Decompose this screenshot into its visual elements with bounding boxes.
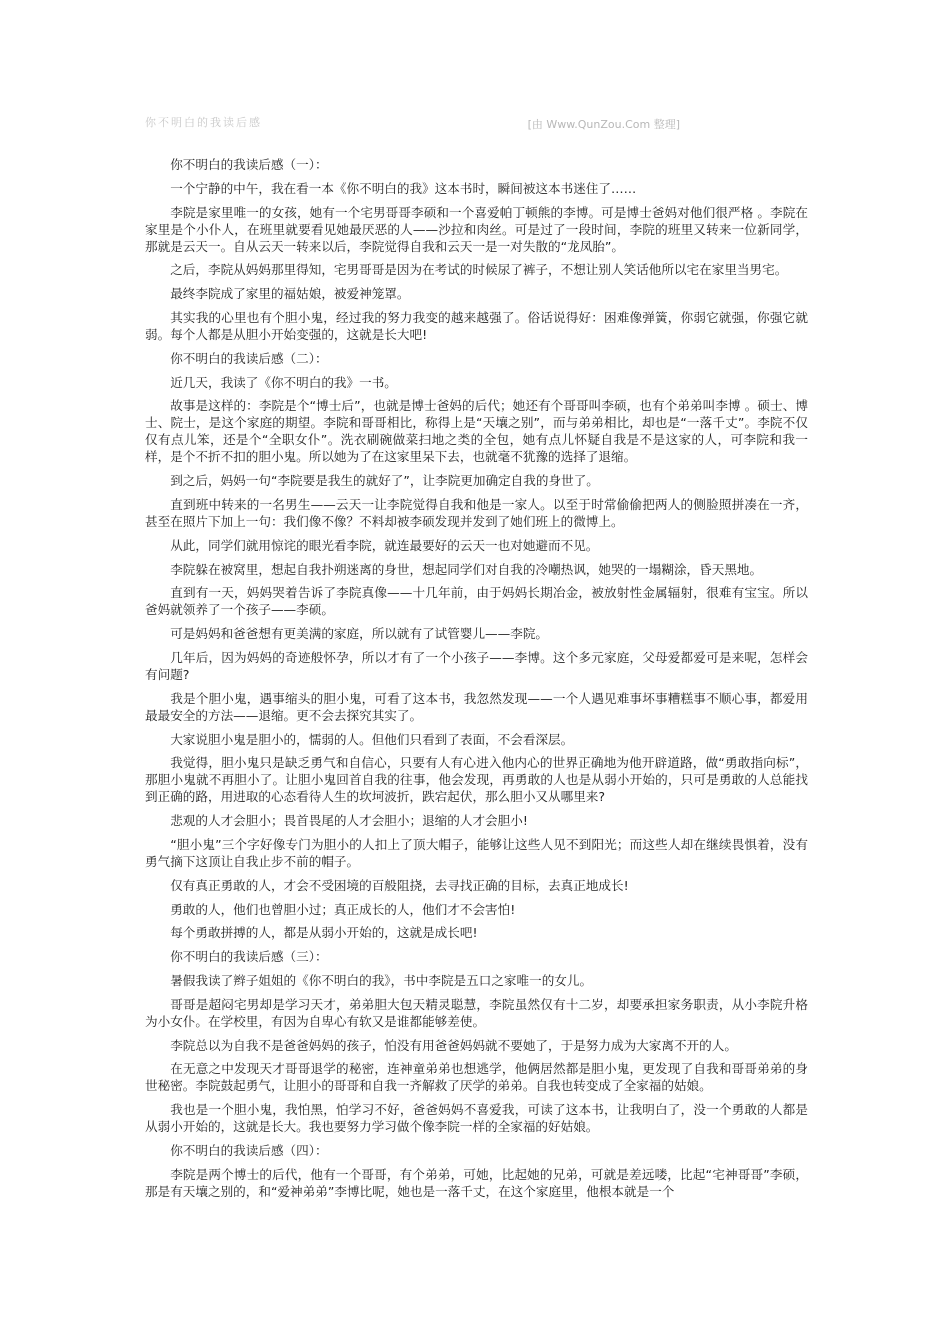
paragraph: “胆小鬼”三个字好像专门为胆小的人扣上了顶大帽子，能够让这些人见不到阳光；而这些人却在继续畏惧着，没有勇气摘下这顶让自我止步不前的帽子。 (145, 836, 808, 869)
section-heading: 你不明白的我读后感（一）： (170, 157, 328, 172)
paragraph: 大家说胆小鬼是胆小的，懦弱的人。但他们只看到了表面，不会看深层。 (170, 731, 574, 747)
section-heading: 你不明白的我读后感（二）： (170, 350, 328, 366)
paragraph: 仅有真正勇敢的人，才会不受困境的百般阻挠，去寻找正确的目标，去真正地成长! (170, 877, 629, 893)
section-heading: 你不明白的我读后感（四）： (170, 1142, 328, 1158)
paragraph: 从此，同学们就用惊诧的眼光看李院，就连最要好的云天一也对她避而不见。 (170, 537, 599, 553)
paragraph: 几年后，因为妈妈的奇迹般怀孕，所以才有了一个小孩子——李博。这个多元家庭，父母爱都爱可是来呢，怎样会有问题? (145, 649, 808, 682)
paragraph: 可是妈妈和爸爸想有更美满的家庭，所以就有了试管婴儿——李院。 (170, 626, 548, 642)
paragraph: 近几天，我读了《你不明白的我》一书。 (170, 374, 397, 390)
page-header (145, 112, 680, 130)
faint-header-title: 你不明白的我读后感 (145, 116, 262, 129)
paragraph: 直到有一天，妈妈哭着告诉了李院真像——十几年前，由于妈妈长期冶金，被放射性金属辐射，很难有宝宝。所以爸妈就领养了一个孩子——李硕。 (145, 585, 808, 618)
paragraph: 一个宁静的中午，我在看一本《你不明白的我》这本书时，瞬间被这本书迷住了…… (170, 180, 637, 196)
paragraph: 暑假我读了辫子姐姐的《你不明白的我》，书中李院是五口之家唯一的女儿。 (170, 972, 593, 988)
paragraph: 其实我的心里也有个胆小鬼，经过我的努力我变的越来越强了。俗话说得好：困难像弹簧，你弱它就强，你强它就弱。每个人都是从胆小开始变强的，这就是长大吧! (145, 309, 808, 342)
paragraph: 我觉得，胆小鬼只是缺乏勇气和自信心，只要有人有心进入他内心的世界正确地为他开辟道路，做“勇敢指向标”，那胆小鬼就不再胆小了。让胆小鬼回首自我的往事，他会发现，再勇敢的人也是从弱小开始的，只可是勇敢的人总能找到正确的路，用进取的心态看待人生的坎坷波折，跌宕起伏，那么胆小又从哪里来? (145, 755, 808, 805)
paragraph: 每个勇敢拼搏的人，都是从弱小开始的，这就是成长吧! (170, 925, 478, 941)
paragraph: 故事是这样的：李院是个“博士后”，也就是博士爸妈的后代；她还有个哥哥叫李硕，也有个弟弟叫李博 。硕士、博士、院士，是这个家庭的期望。李院和哥哥相比，称得上是“天壤之别”，而与弟弟相比，却也是“一落千丈”。李院不仅仅有点儿笨，还是个“全职女仆”。洗衣刷碗做菜扫地之类的全包，她有点儿怀疑自我是不是这家的人，可李院和我一样，是个不折不扣的胆小鬼。所以她为了在这家里呆下去，也就毫不犹豫的选择了退缩。 (145, 398, 808, 465)
paragraph: 之后，李院从妈妈那里得知，宅男哥哥是因为在考试的时候尿了裤子，不想让别人笑话他所以宅在家里当男宅。 (170, 262, 788, 278)
section-heading: 你不明白的我读后感（三）： (170, 949, 328, 965)
paragraph: 到之后，妈妈一句“李院要是我生的就好了”，让李院更加确定自我的身世了。 (170, 473, 599, 489)
article-body (145, 156, 808, 1207)
paragraph: 李院是两个博士的后代，他有一个哥哥，有个弟弟，可她，比起她的兄弟，可就是差远喽，比起“宅神哥哥”李硕，那是有天壤之别的，和“爱神弟弟”李博比呢，她也是一落千丈，在这个家庭里，他根本就是一个 (145, 1166, 808, 1199)
paragraph: 李院是家里唯一的女孩，她有一个宅男哥哥李硕和一个喜爱帕丁顿熊的李博。可是博士爸妈对他们很严格 。李院在家里是个小仆人，在班里就要看见她最厌恶的人——沙拉和肉丝。可是过了一段时间，李院的班里又转来一位新同学，那就是云天一。自从云天一转来以后，李院觉得自我和云天一是一对失散的“龙凤胎”。 (145, 204, 808, 254)
paragraph: 最终李院成了家里的福姑娘，被爱神笼罩。 (170, 286, 410, 302)
paragraph: 我是个胆小鬼，遇事缩头的胆小鬼，可看了这本书，我忽然发现——一个人遇见难事坏事糟糕事不顺心事，都爱用最最安全的方法——退缩。更不会去探究其实了。 (145, 690, 808, 723)
paragraph: 哥哥是超闷宅男却是学习天才，弟弟胆大包天精灵聪慧，李院虽然仅有十二岁，却要承担家务职责，从小李院升格为小女仆。在学校里，有因为自卑心有软又是谁都能够差使。 (145, 996, 808, 1029)
source-attribution: [由 Www.QunZou.Com 整理] (527, 118, 680, 131)
paragraph: 李院躲在被窝里，想起自我扑朔迷离的身世，想起同学们对自我的冷嘲热讽，她哭的一塌糊涂，昏天黑地。 (170, 561, 763, 577)
paragraph: 李院总以为自我不是爸爸妈妈的孩子，怕没有用爸爸妈妈就不要她了，于是努力成为大家离不开的人。 (170, 1037, 737, 1053)
paragraph: 悲观的人才会胆小；畏首畏尾的人才会胆小；退缩的人才会胆小! (170, 813, 528, 829)
paragraph: 勇敢的人，他们也曾胆小过；真正成长的人，他们才不会害怕! (170, 901, 516, 917)
paragraph: 我也是一个胆小鬼，我怕黑，怕学习不好，爸爸妈妈不喜爱我，可读了这本书，让我明白了，没一个勇敢的人都是从弱小开始的，这就是长大。我也要努力学习做个像李院一样的全家福的好姑娘。 (145, 1102, 808, 1135)
paragraph: 在无意之中发现天才哥哥退学的秘密，连神童弟弟也想逃学，他俩居然都是胆小鬼，更发现了自我和哥哥弟弟的身世秘密。李院鼓起勇气，让胆小的哥哥和自我一齐解救了厌学的弟弟。自我也转变成了全家福的姑娘。 (145, 1061, 808, 1094)
paragraph: 直到班中转来的一名男生——云天一让李院觉得自我和他是一家人。以至于时常偷偷把两人的侧脸照拼凑在一齐，甚至在照片下加上一句：我们像不像？不料却被李硕发现并发到了她们班上的微博上。 (145, 496, 808, 529)
